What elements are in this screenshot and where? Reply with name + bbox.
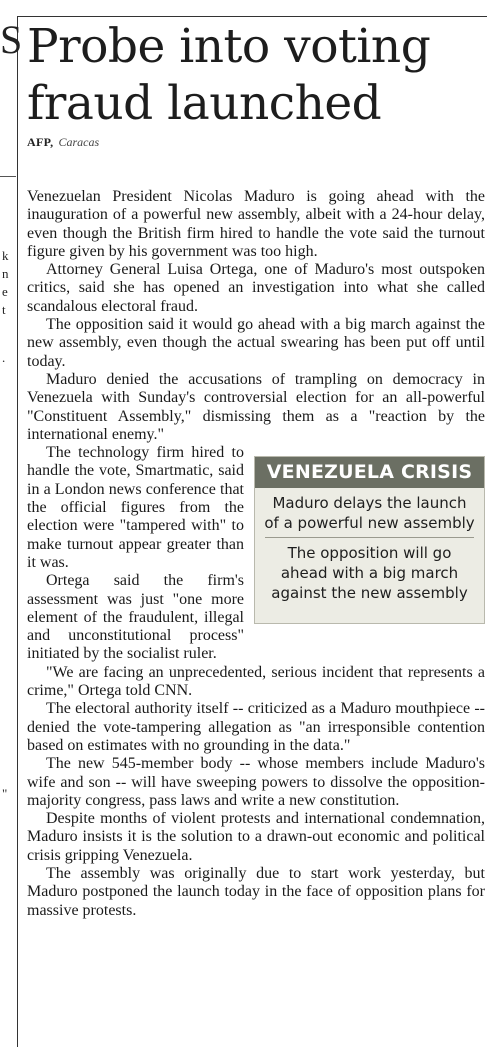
paragraph-1: Venezuelan President Nicolas Maduro is going ahead with the inauguration of a powerful new assembly, albeit with a 24-hour delay, even though the British firm hired to handle the vote said the turnout figure given by his government was too high.	[27, 188, 485, 260]
left-fragment-5: .	[2, 350, 6, 365]
byline	[27, 135, 487, 150]
paragraph-5: The technology firm hired to handle the vote, Smartmatic, said in a London news conference that the official figures from the election were "tampered with" to make turnout appear greater than it was.	[27, 444, 244, 571]
article-headline: Probe into voting fraud launched	[27, 19, 431, 131]
sidebar-point-1: Maduro delays the launch of a powerful new assembly	[264, 494, 475, 533]
paragraph-9: The new 545-member body -- whose members include Maduro's wife and son -- will have sweeping powers to dissolve the opposition-majority congress, pass laws and write a new constitution.	[27, 755, 485, 809]
column-rule	[17, 16, 18, 1047]
paragraph-10: Despite months of violent protests and international condemnation, Maduro insists it is the solution to a drawn-out economic and political crisis gripping Venezuela.	[27, 810, 485, 864]
left-fragment-3: e	[2, 284, 8, 299]
article-header	[27, 18, 487, 150]
paragraph-8: The electoral authority itself -- criticized as a Maduro mouthpiece -- denied the vote-tampering allegation as "an irresponsible contention based on estimates with no grounding in the data."	[27, 700, 485, 754]
byline-agency: AFP,	[27, 135, 54, 149]
sidebar-point-2: The opposition will go ahead with a big march against the new assembly	[271, 544, 468, 603]
left-fragment-4: t	[2, 302, 6, 317]
top-rule	[18, 16, 487, 17]
paragraph-7: "We are facing an unprecedented, serious incident that represents a crime," Ortega told CNN.	[27, 663, 485, 700]
left-divider	[0, 176, 16, 177]
left-fragment-1: k	[2, 248, 9, 263]
byline-dateline: Caracas	[58, 135, 100, 149]
paragraph-3: The opposition said it would go ahead with a big march against the new assembly, even though the actual swearing has been put off until today.	[27, 316, 485, 370]
adjacent-column-fragment	[0, 16, 23, 1047]
paragraph-2: Attorney General Luisa Ortega, one of Maduro's most outspoken critics, said she has opened an investigation into what she called scandalous electoral fraud.	[27, 261, 485, 315]
paragraph-11: The assembly was originally due to start work yesterday, but Maduro postponed the launch today in the face of opposition plans for massive protests.	[27, 864, 485, 919]
paragraph-4: Maduro denied the accusations of trampling on democracy in Venezuela with Sunday's controversial election for an all-powerful "Constituent Assembly," dismissing them as a "reaction by the international enemy."	[27, 370, 485, 443]
sidebar-box	[254, 456, 485, 624]
left-fragment-6: "	[2, 786, 8, 801]
left-fragment-0: S	[0, 17, 23, 62]
left-fragment-2: n	[2, 266, 9, 281]
paragraph-6: Ortega said the firm's assessment was just "one more element of the fraudulent, illegal and unconstitutional process" initiated by the socialist ruler.	[27, 572, 244, 663]
sidebar-title: VENEZUELA CRISIS	[255, 457, 484, 488]
article-body	[27, 188, 485, 920]
